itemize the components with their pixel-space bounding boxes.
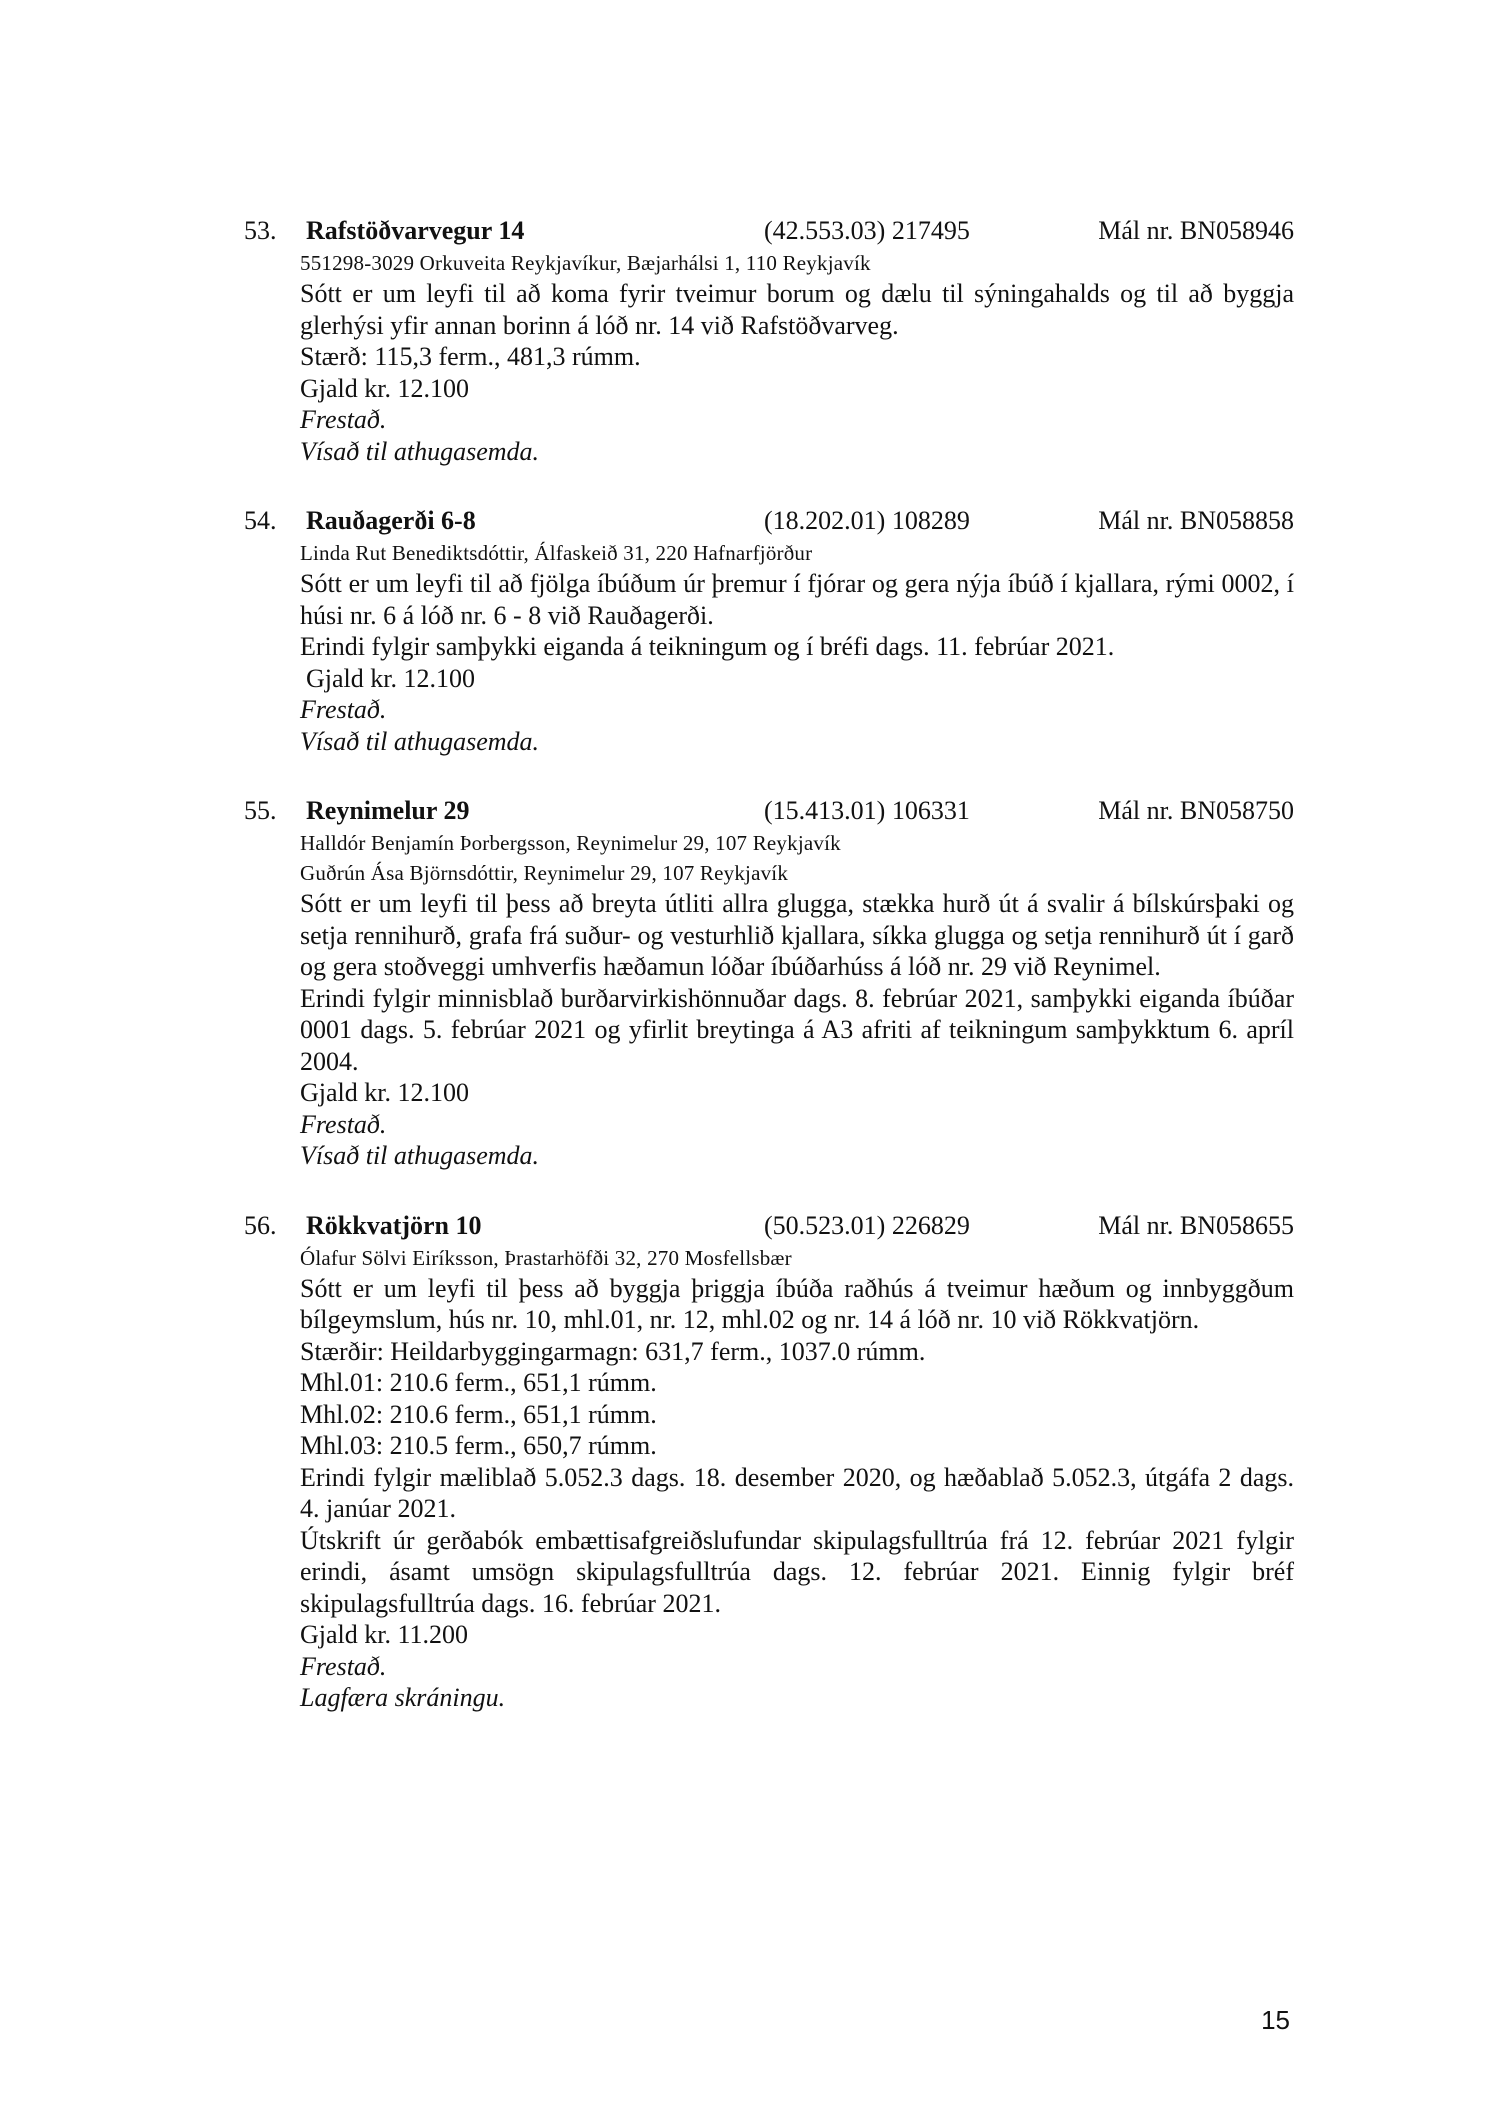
case-item-54	[244, 504, 1294, 757]
decision-note: Vísað til athugasemda.	[300, 436, 540, 466]
applicant: Ólafur Sölvi Eiríksson, Þrastarhöfði 32, 270 Mosfellsbær	[300, 1245, 792, 1270]
property-reference: (42.553.03) 217495	[764, 216, 970, 245]
street-address: Rökkvatjörn 10	[306, 1210, 482, 1240]
street-address: Rauðagerði 6-8	[306, 506, 476, 535]
decision: Frestað.	[300, 1109, 387, 1139]
case-number: 53.	[244, 216, 277, 245]
case-id: Mál nr. BN058655	[1098, 1210, 1294, 1240]
case-description: Sótt er um leyfi til þess að byggja þriggja íbúða raðhús á tveimur hæðum og innbyggðum bílgeymslum, hús nr. 10, mhl.01, nr. 12, mhl.02 og nr. 14 á lóð nr. 10 við Rökkvatjörn.	[300, 1273, 1294, 1334]
applicant: 551298-3029 Orkuveita Reykjavíkur, Bæjarhálsi 1, 110 Reykjavík	[300, 251, 871, 275]
attachment-line: Erindi fylgir mæliblað 5.052.3 dags. 18. desember 2020, og hæðablað 5.052.3, útgáfa 2 dags. 4. janúar 2021.	[300, 1462, 1294, 1523]
size-line: Stærðir: Heildarbyggingarmagn: 631,7 ferm., 1037.0 rúmm.	[300, 1336, 926, 1366]
case-number: 54.	[244, 506, 277, 535]
case-body	[300, 538, 1294, 757]
size-line: Mhl.03: 210.5 ferm., 650,7 rúmm.	[300, 1431, 657, 1460]
case-description: Sótt er um leyfi til að fjölga íbúðum úr þremur í fjórar og gera nýja íbúð í kjallara, rými 0002, í húsi nr. 6 á lóð nr. 6 - 8 við Rauðagerði.	[300, 569, 1294, 630]
case-id: Mál nr. BN058946	[1098, 216, 1294, 245]
case-header	[244, 504, 1294, 538]
size-line: Mhl.02: 210.6 ferm., 651,1 rúmm.	[300, 1399, 657, 1429]
fee-line: Gjald kr. 12.100	[300, 373, 469, 403]
case-header	[244, 214, 1294, 248]
size-line: Mhl.01: 210.6 ferm., 651,1 rúmm.	[300, 1368, 657, 1397]
street-address: Reynimelur 29	[306, 796, 470, 825]
applicant: Linda Rut Benediktsdóttir, Álfaskeið 31, 220 Hafnarfjörður	[300, 541, 813, 565]
street-address: Rafstöðvarvegur 14	[306, 216, 525, 245]
attachment-line: Erindi fylgir samþykki eiganda á teikningum og í bréfi dags. 11. febrúar 2021.	[300, 632, 1115, 661]
applicant: Halldór Benjamín Þorbergsson, Reynimelur 29, 107 Reykjavík	[300, 831, 841, 855]
decision: Frestað.	[300, 405, 387, 434]
case-id: Mál nr. BN058750	[1098, 796, 1294, 825]
case-description: Sótt er um leyfi til þess að breyta útliti allra glugga, stækka hurð út á svalir á bílskúrsþaki og setja rennihurð, grafa frá suður- og vesturhlið kjallara, síkka glugga og setja rennihurð út í garð og gera stoðveggi umhverfis hæðamun lóðar íbúðarhúss á lóð nr. 29 við Reynimel.	[300, 889, 1294, 981]
applicant: Guðrún Ása Björnsdóttir, Reynimelur 29, 107 Reykjavík	[300, 861, 789, 885]
case-id: Mál nr. BN058858	[1098, 506, 1294, 535]
fee-line: Gjald kr. 11.200	[300, 1620, 469, 1649]
fee-line: Gjald kr. 12.100	[300, 1078, 469, 1107]
case-body	[300, 248, 1294, 467]
case-description: Sótt er um leyfi til að koma fyrir tveimur borum og dælu til sýningahalds og til að byggja glerhýsi yfir annan borinn á lóð nr. 14 við Rafstöðvarveg.	[300, 279, 1294, 340]
case-header	[244, 794, 1294, 828]
property-reference: (50.523.01) 226829	[764, 1210, 970, 1240]
document-body	[244, 214, 1294, 1751]
size-line: Stærð: 115,3 ferm., 481,3 rúmm.	[300, 342, 641, 371]
extract-line: Útskrift úr gerðabók embættisafgreiðslufundar skipulagsfulltrúa frá 12. febrúar 2021 fylgir erindi, ásamt umsögn skipulagsfulltrúa dags. 12. febrúar 2021. Einnig fylgir bréf skipulagsfulltrúa dags. 16. febrúar 2021.	[300, 1525, 1294, 1618]
decision: Frestað.	[300, 695, 387, 724]
page-number: 15	[1261, 2005, 1290, 2035]
case-number: 55.	[244, 796, 277, 825]
decision: Frestað.	[300, 1651, 387, 1681]
decision-note: Lagfæra skráningu.	[300, 1683, 506, 1712]
case-item-53	[244, 214, 1294, 467]
property-reference: (15.413.01) 106331	[764, 796, 970, 825]
decision-note: Vísað til athugasemda.	[300, 1141, 540, 1170]
property-reference: (18.202.01) 108289	[764, 506, 970, 535]
decision-note: Vísað til athugasemda.	[300, 726, 540, 756]
fee-line: Gjald kr. 12.100	[306, 663, 475, 693]
case-item-55	[244, 794, 1294, 1172]
attachment-line: Erindi fylgir minnisblað burðarvirkishönnuðar dags. 8. febrúar 2021, samþykki eiganda íbúðar 0001 dags. 5. febrúar 2021 og yfirlit breytinga á A3 afriti af teikningum samþykktum 6. apríl 2004.	[300, 983, 1294, 1076]
case-body	[300, 828, 1294, 1172]
case-item-56	[244, 1209, 1294, 1714]
case-body	[300, 1243, 1294, 1714]
case-number: 56.	[244, 1210, 277, 1240]
case-header	[244, 1209, 1294, 1243]
